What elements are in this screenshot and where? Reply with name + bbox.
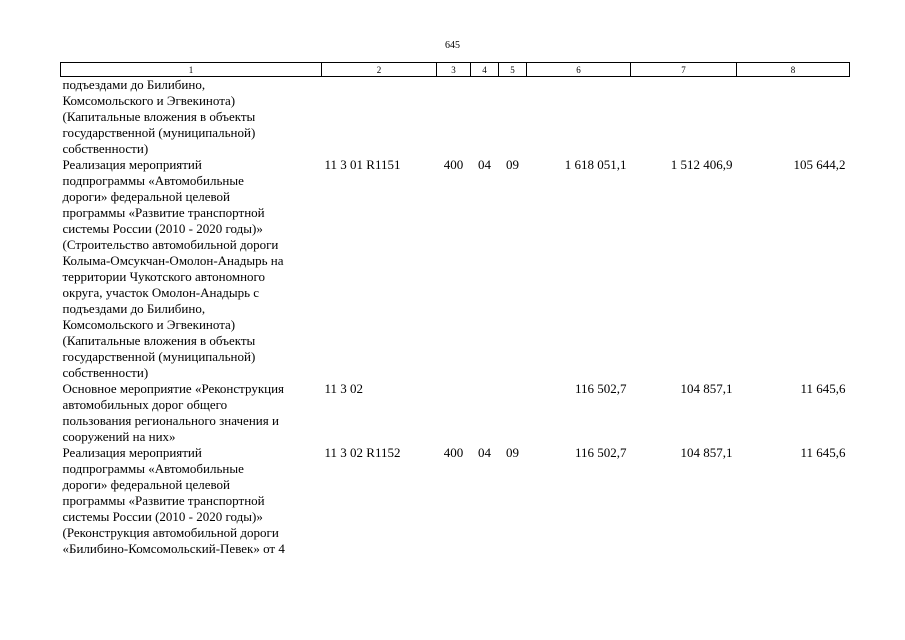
header-col-1: 1 [61, 63, 322, 77]
row-value-6: 116 502,7 [574, 445, 627, 460]
row-name: Основное мероприятие «Реконструкция автомобильных дорог общего пользования регионального значения и сооружений на них» [62, 381, 285, 444]
header-col-7: 7 [631, 63, 737, 77]
row-rz: 04 [478, 445, 491, 460]
budget-table [60, 62, 850, 557]
row-name: Реализация мероприятий подпрограммы «Автомобильные дороги» федеральной целевой программы «Развитие транспортной системы России (2010 - 2020 годы)» (Строительство автомобильной дороги Колыма-Омсукчан-Омолон-Анадырь на территории Чукотского автономного округа, участок Омолон-Анадырь с подъездами до Билибино, Комсомольского и Эгвекинота) (Капитальные вложения в объекты государственной (муниципальной) собственности) [62, 157, 284, 380]
row-value-7: 104 857,1 [680, 445, 733, 460]
row-pr: 09 [506, 157, 519, 172]
row-code: 11 3 01 R1151 [324, 157, 401, 172]
header-col-3: 3 [437, 63, 471, 77]
table-row [61, 77, 850, 158]
header-col-2: 2 [322, 63, 437, 77]
row-rz: 04 [478, 157, 491, 172]
row-rz [471, 381, 499, 445]
row-value-8: 105 644,2 [793, 157, 846, 172]
row-vr: 400 [443, 445, 464, 460]
row-code [322, 77, 437, 158]
row-value-8 [737, 77, 850, 158]
row-rz [471, 77, 499, 158]
row-code: 11 3 02 [324, 381, 364, 396]
row-value-7: 1 512 406,9 [670, 157, 733, 172]
row-vr [437, 381, 471, 445]
row-value-7 [631, 77, 737, 158]
table-row [61, 445, 850, 557]
header-col-4: 4 [471, 63, 499, 77]
row-value-6 [527, 77, 631, 158]
row-name: Реализация мероприятий подпрограммы «Автомобильные дороги» федеральной целевой программы «Развитие транспортной системы России (2010 - 2020 годы)» (Реконструкция автомобильной дороги «Билибино-Комсомольский-Певек» от 4 [62, 445, 285, 556]
row-pr [499, 381, 527, 445]
row-value-8: 11 645,6 [800, 445, 846, 460]
table-row [61, 381, 850, 445]
header-col-8: 8 [737, 63, 850, 77]
table-row [61, 157, 850, 381]
row-code: 11 3 02 R1152 [324, 445, 401, 460]
header-col-5: 5 [499, 63, 527, 77]
row-value-7: 104 857,1 [680, 381, 733, 396]
row-vr: 400 [443, 157, 464, 172]
row-value-8: 11 645,6 [800, 381, 846, 396]
header-row [61, 63, 850, 77]
page-number: 645 [445, 40, 460, 51]
row-vr [437, 77, 471, 158]
row-value-6: 116 502,7 [574, 381, 627, 396]
row-value-6: 1 618 051,1 [564, 157, 627, 172]
row-name: подъездами до Билибино, Комсомольского и Эгвекинота) (Капитальные вложения в объекты государственной (муниципальной) собственности) [62, 77, 256, 156]
header-col-6: 6 [527, 63, 631, 77]
row-pr: 09 [506, 445, 519, 460]
row-pr [499, 77, 527, 158]
